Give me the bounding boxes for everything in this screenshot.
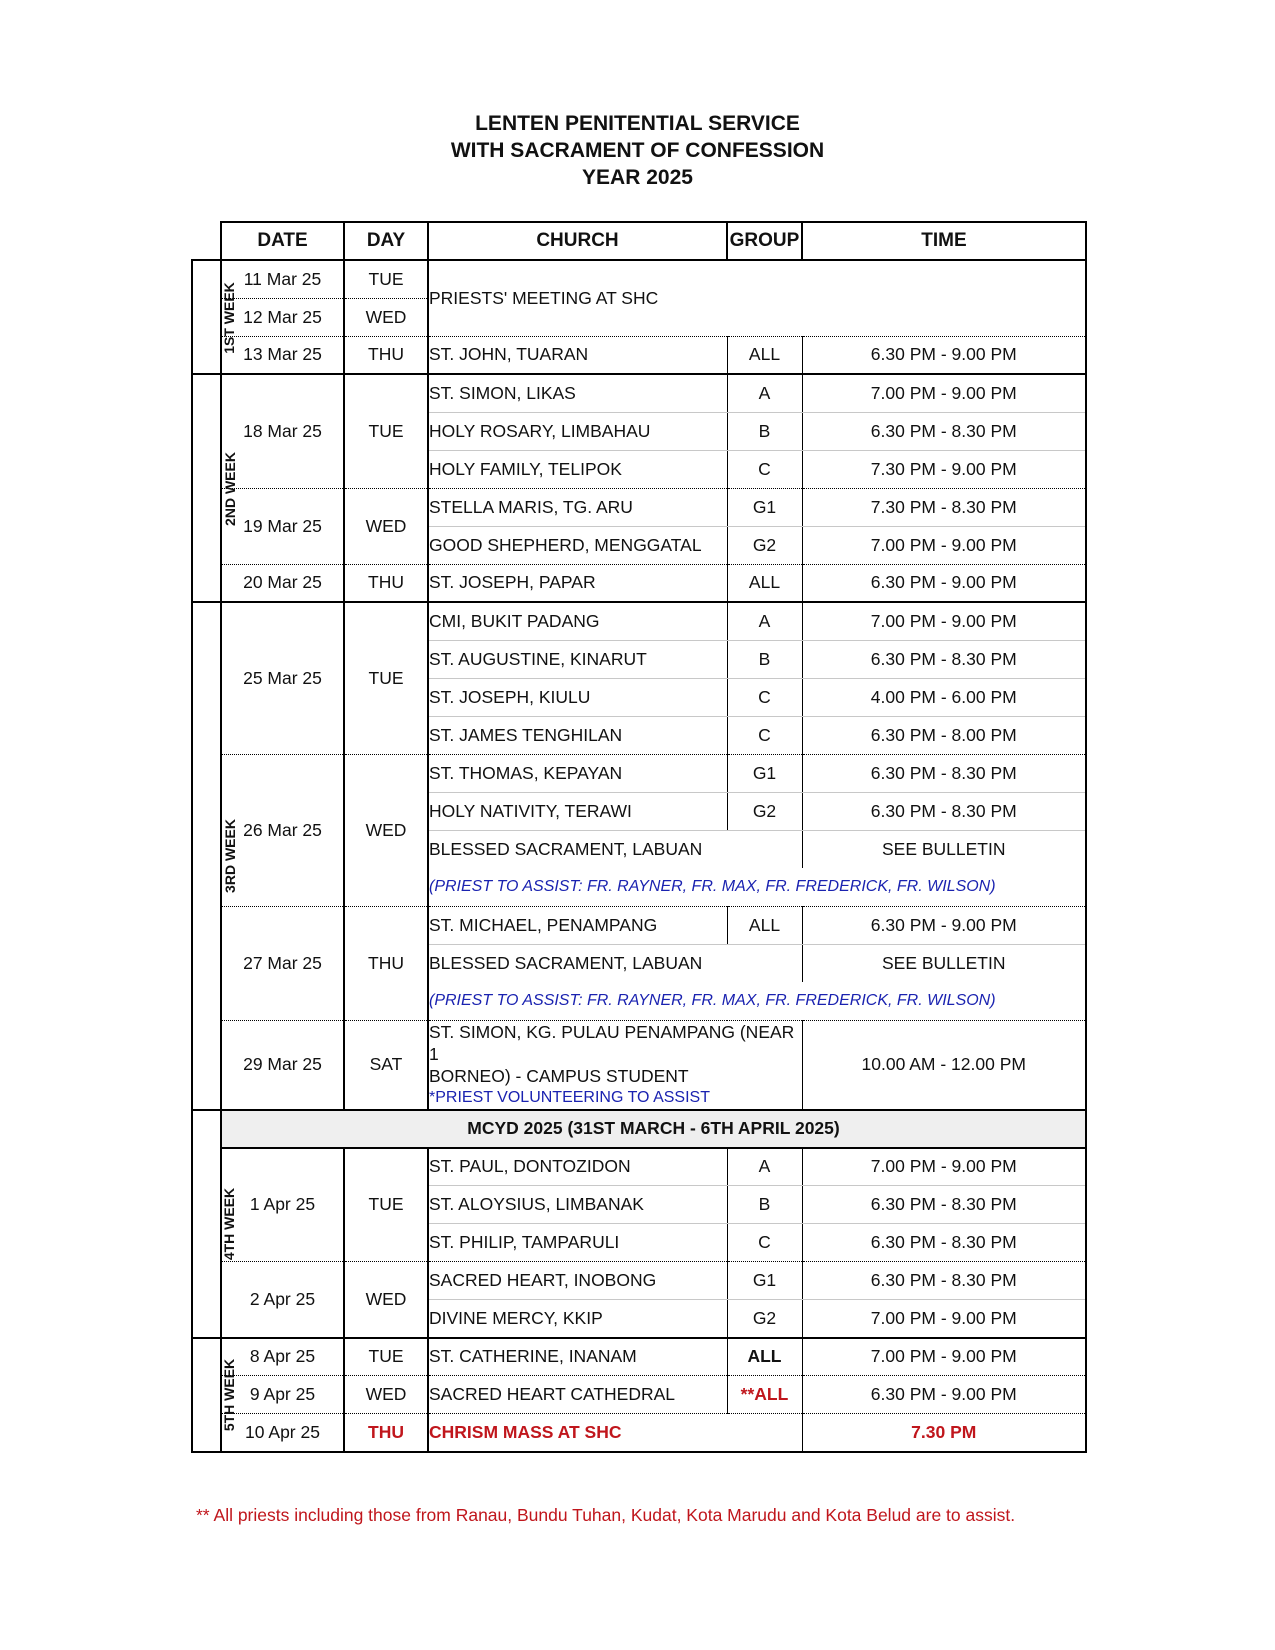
header-blank [192,222,221,260]
church-cell: BLESSED SACRAMENT, LABUAN [428,944,802,982]
church-line-2: BORNEO) - CAMPUS STUDENT [429,1065,689,1086]
time-cell: 6.30 PM - 9.00 PM [802,564,1086,602]
day-cell: WED [344,1376,428,1414]
table-row [192,754,1086,792]
header-group: GROUP [727,222,802,260]
church-cell: HOLY ROSARY, LIMBAHAU [428,412,727,450]
header-day: DAY [344,222,428,260]
time-cell: 6.30 PM - 9.00 PM [802,1376,1086,1414]
church-cell: ST. PAUL, DONTOZIDON [428,1148,727,1186]
date-cell: 1 Apr 25 [221,1148,344,1262]
date-cell: 19 Mar 25 [221,488,344,564]
church-cell: CMI, BUKIT PADANG [428,602,727,640]
time-cell: 6.30 PM - 8.30 PM [802,1224,1086,1262]
date-cell: 27 Mar 25 [221,906,344,1020]
church-cell: ST. JOHN, TUARAN [428,336,727,374]
group-cell: C [727,716,802,754]
time-cell: 6.30 PM - 8.30 PM [802,640,1086,678]
table-row [192,1414,1086,1452]
group-cell: A [727,1148,802,1186]
table-row [192,336,1086,374]
day-cell: THU [344,336,428,374]
day-cell: TUE [344,1148,428,1262]
day-cell: THU [344,564,428,602]
table-row [192,1148,1086,1186]
time-cell: 7.00 PM - 9.00 PM [802,1300,1086,1338]
group-cell: G1 [727,488,802,526]
day-cell: WED [344,1262,428,1338]
group-cell: C [727,678,802,716]
date-cell: 11 Mar 25 [221,260,344,298]
table-row [192,488,1086,526]
schedule-table [191,221,1087,1453]
time-cell: SEE BULLETIN [802,944,1086,982]
church-cell: ST. JAMES TENGHILAN [428,716,727,754]
group-cell: ALL [727,564,802,602]
day-cell: WED [344,754,428,906]
document-title [0,110,1275,191]
time-cell: 7.30 PM - 8.30 PM [802,488,1086,526]
group-cell: G1 [727,1262,802,1300]
group-cell: ALL [727,1338,802,1376]
time-cell: 6.30 PM - 8.30 PM [802,754,1086,792]
date-cell: 20 Mar 25 [221,564,344,602]
time-cell: SEE BULLETIN [802,830,1086,868]
time-cell: 4.00 PM - 6.00 PM [802,678,1086,716]
date-cell: 12 Mar 25 [221,298,344,336]
church-cell: STELLA MARIS, TG. ARU [428,488,727,526]
church-cell: SACRED HEART CATHEDRAL [428,1376,727,1414]
time-cell: 7.00 PM - 9.00 PM [802,526,1086,564]
church-cell: ST. MICHAEL, PENAMPANG [428,906,727,944]
table-row [192,1262,1086,1300]
day-cell: THU [344,1414,428,1452]
date-cell: 9 Apr 25 [221,1376,344,1414]
time-cell: 7.00 PM - 9.00 PM [802,1148,1086,1186]
time-cell: 10.00 AM - 12.00 PM [802,1020,1086,1110]
priest-assist-note: (PRIEST TO ASSIST: FR. RAYNER, FR. MAX, FR. FREDERICK, FR. WILSON) [428,868,1086,906]
table-row [192,260,1086,298]
group-cell: ALL [727,906,802,944]
date-cell: 8 Apr 25 [221,1338,344,1376]
time-cell: 6.30 PM - 8.30 PM [802,792,1086,830]
footnote: ** All priests including those from Ranau, Bundu Tuhan, Kudat, Kota Marudu and Kota Belud are to assist. [196,1505,1016,1525]
day-cell: TUE [344,374,428,488]
group-cell: G2 [727,792,802,830]
table-row [192,564,1086,602]
header-row [192,222,1086,260]
day-cell: THU [344,906,428,1020]
title-line-2: WITH SACRAMENT OF CONFESSION [450,139,825,162]
week-label-2: 2ND WEEK [192,374,221,602]
church-cell [428,1020,802,1110]
church-cell: SACRED HEART, INOBONG [428,1262,727,1300]
week-label-1: 1ST WEEK [192,260,221,374]
day-cell: WED [344,488,428,564]
time-cell: 7.30 PM [802,1414,1086,1452]
header-time: TIME [802,222,1086,260]
church-cell: ST. ALOYSIUS, LIMBANAK [428,1186,727,1224]
church-cell: ST. JOSEPH, PAPAR [428,564,727,602]
date-cell: 26 Mar 25 [221,754,344,906]
header-date: DATE [221,222,344,260]
table-row [192,906,1086,944]
day-cell: TUE [344,1338,428,1376]
church-cell: ST. AUGUSTINE, KINARUT [428,640,727,678]
date-cell: 25 Mar 25 [221,602,344,754]
church-cell: ST. PHILIP, TAMPARULI [428,1224,727,1262]
church-cell: DIVINE MERCY, KKIP [428,1300,727,1338]
church-cell: BLESSED SACRAMENT, LABUAN [428,830,802,868]
date-cell: 29 Mar 25 [221,1020,344,1110]
group-cell: A [727,602,802,640]
time-cell: 6.30 PM - 8.00 PM [802,716,1086,754]
time-cell: 7.00 PM - 9.00 PM [802,602,1086,640]
church-cell: ST. CATHERINE, INANAM [428,1338,727,1376]
time-cell: 7.00 PM - 9.00 PM [802,1338,1086,1376]
group-cell: A [727,374,802,412]
header-church: CHURCH [428,222,727,260]
volunteer-note: *PRIEST VOLUNTEERING TO ASSIST [429,1088,710,1106]
group-cell: G2 [727,1300,802,1338]
date-cell: 13 Mar 25 [221,336,344,374]
title-line-1: LENTEN PENITENTIAL SERVICE [475,112,800,135]
date-cell: 10 Apr 25 [221,1414,344,1452]
group-cell: **ALL [727,1376,802,1414]
time-cell: 6.30 PM - 9.00 PM [802,906,1086,944]
table-row [192,602,1086,640]
group-cell: ALL [727,336,802,374]
group-cell: B [727,1186,802,1224]
table-row [192,1338,1086,1376]
table-row [192,374,1086,412]
group-cell: C [727,1224,802,1262]
group-cell: G1 [727,754,802,792]
title-line-3: YEAR 2025 [582,166,693,189]
priests-meeting-cell: PRIESTS' MEETING AT SHC [428,260,1086,336]
church-cell: GOOD SHEPHERD, MENGGATAL [428,526,727,564]
time-cell: 6.30 PM - 8.30 PM [802,1186,1086,1224]
church-cell: HOLY FAMILY, TELIPOK [428,450,727,488]
day-cell: SAT [344,1020,428,1110]
church-cell: ST. THOMAS, KEPAYAN [428,754,727,792]
date-cell: 18 Mar 25 [221,374,344,488]
date-cell: 2 Apr 25 [221,1262,344,1338]
day-cell: TUE [344,602,428,754]
table-row [192,1376,1086,1414]
church-line-1: ST. SIMON, KG. PULAU PENAMPANG (NEAR 1 [429,1021,795,1064]
day-cell: WED [344,298,428,336]
church-cell: ST. SIMON, LIKAS [428,374,727,412]
group-cell: B [727,412,802,450]
church-cell: HOLY NATIVITY, TERAWI [428,792,727,830]
priest-assist-note: (PRIEST TO ASSIST: FR. RAYNER, FR. MAX, FR. FREDERICK, FR. WILSON) [428,982,1086,1020]
group-cell: B [727,640,802,678]
group-cell: G2 [727,526,802,564]
week-label-4: 4TH WEEK [192,1110,221,1338]
time-cell: 7.00 PM - 9.00 PM [802,374,1086,412]
time-cell: 6.30 PM - 8.30 PM [802,1262,1086,1300]
church-cell: ST. JOSEPH, KIULU [428,678,727,716]
time-cell: 6.30 PM - 8.30 PM [802,412,1086,450]
group-cell: C [727,450,802,488]
time-cell: 6.30 PM - 9.00 PM [802,336,1086,374]
mcyd-banner: MCYD 2025 (31ST MARCH - 6TH APRIL 2025) [221,1110,1086,1148]
week-label-5: 5TH WEEK [192,1338,221,1452]
time-cell: 7.30 PM - 9.00 PM [802,450,1086,488]
table-row [192,1110,1086,1148]
day-cell: TUE [344,260,428,298]
week-label-3: 3RD WEEK [192,602,221,1110]
church-cell: CHRISM MASS AT SHC [428,1414,802,1452]
